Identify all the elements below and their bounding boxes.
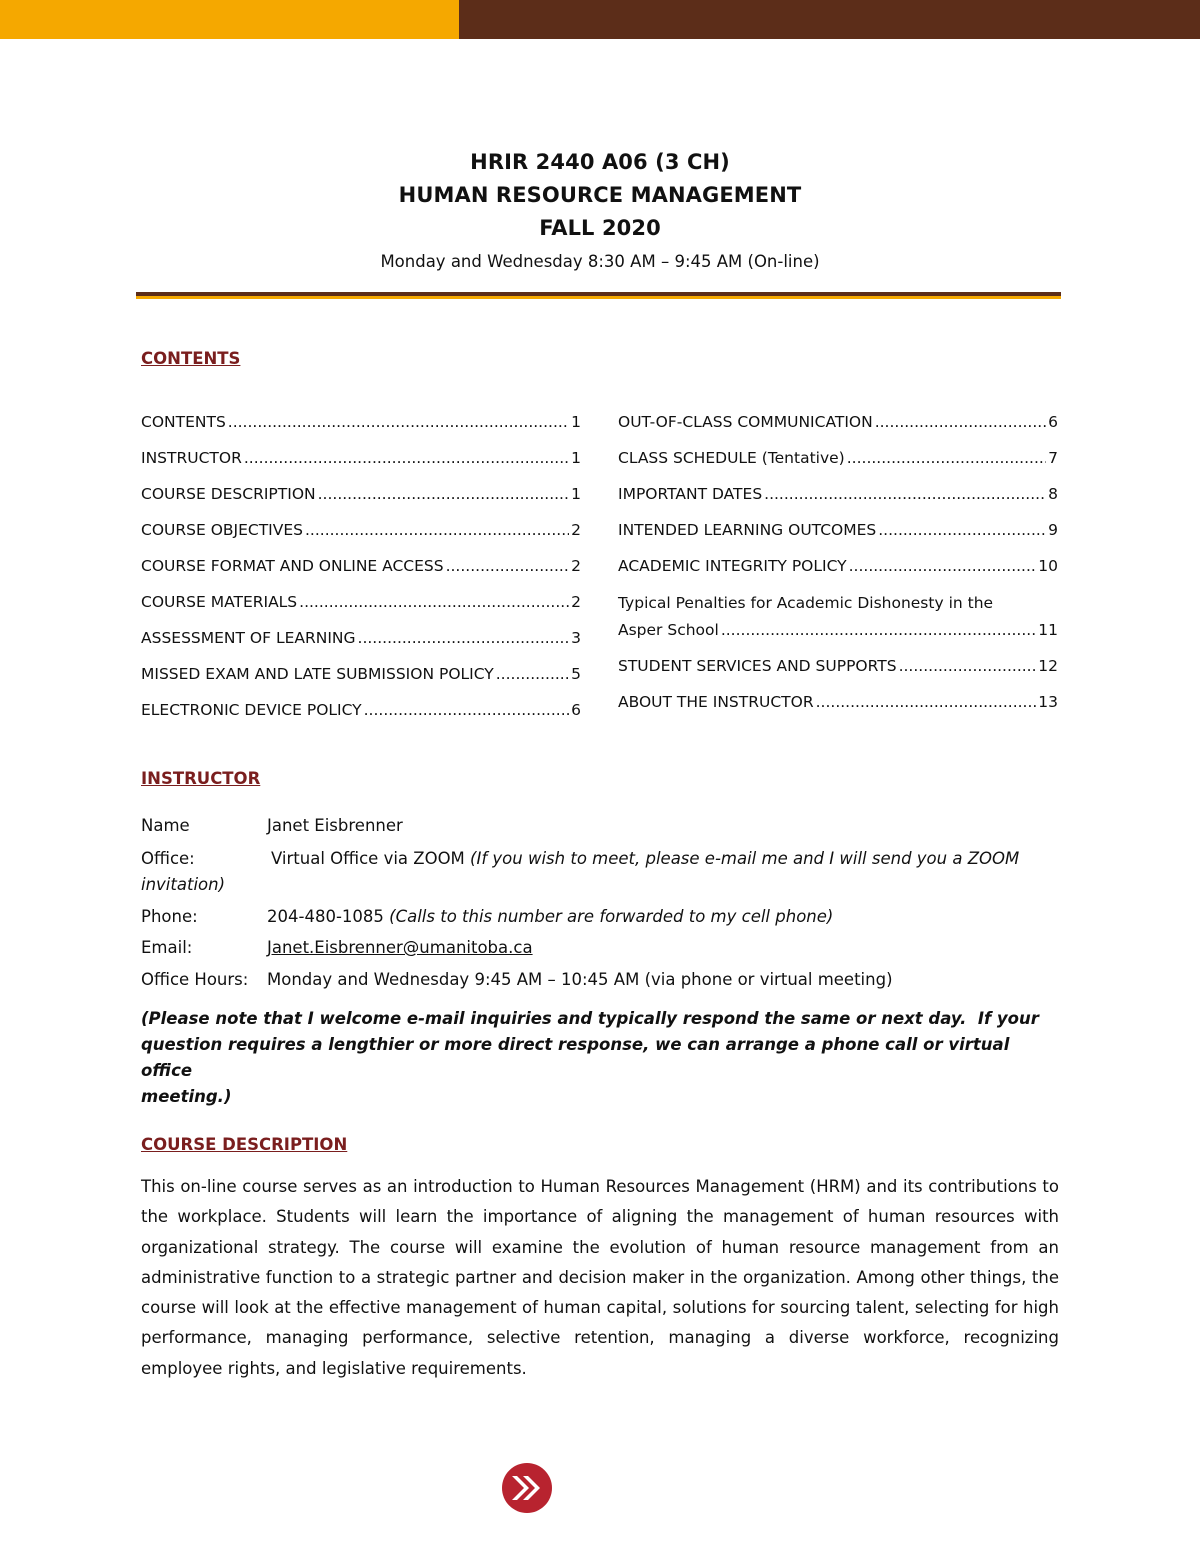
hours-value: Monday and Wednesday 9:45 AM – 10:45 AM (via phone or virtual meeting) [267,970,893,989]
office-note-continued: invitation) [141,875,226,894]
toc-leader-dots [305,516,569,544]
toc-entry-page: 10 [1038,557,1058,575]
toc-entry-label: INTENDED LEARNING OUTCOMES [618,521,877,539]
toc-leader-dots [878,516,1046,544]
toc-entry-label: ACADEMIC INTEGRITY POLICY [618,557,847,575]
toc-leader-dots [318,480,570,508]
course-term: FALL 2020 [539,216,661,240]
toc-leader-dots [849,552,1037,580]
toc-entry[interactable] [618,580,1058,644]
name-label: Name [141,816,190,835]
top-color-band [0,0,1200,39]
toc-entry[interactable] [141,400,581,436]
toc-leader-dots [764,480,1046,508]
toc-leader-dots [358,624,570,652]
toc-entry-label: MISSED EXAM AND LATE SUBMISSION POLICY [141,665,494,683]
toc-entry-label: COURSE MATERIALS [141,593,298,611]
toc-entry-label: STUDENT SERVICES AND SUPPORTS [618,657,897,675]
toc-leader-dots [446,552,570,580]
toc-entry[interactable] [618,680,1058,716]
toc-entry[interactable] [141,616,581,652]
note-line-2: question requires a lengthier or more direct response, we can arrange a phone call or virtual office [141,1035,1010,1080]
toc-entry-label: ELECTRONIC DEVICE POLICY [141,701,362,719]
name-value: Janet Eisbrenner [267,816,403,835]
email-link[interactable]: Janet.Eisbrenner@umanitoba.ca [267,938,533,957]
toc-entry-page: 2 [571,593,581,611]
toc-entry-label: INSTRUCTOR [141,449,242,467]
toc-entry[interactable] [618,544,1058,580]
instructor-note [141,1006,1041,1110]
toc-entry-label: ASSESSMENT OF LEARNING [141,629,356,647]
toc-entry-page: 2 [571,521,581,539]
contents-heading: CONTENTS [141,349,241,368]
course-description-text: This on-line course serves as an introduction to Human Resources Management (HRM) and its contributions to the workplace. Students will learn the importance of aligning the management of human resources with organizational strategy. The course will examine the evolution of human resource management from an administrative function to a strategic partner and decision maker in the organization. Among other things, the course will look at the effective management of human capital, solutions for sourcing talent, selecting for high performance, managing performance, selective retention, managing a diverse workforce, recognizing employee rights, and legislative requirements. [141,1177,1059,1378]
toc-entry-page: 1 [571,413,581,431]
toc-entry-page: 8 [1048,485,1058,503]
toc-entry[interactable] [618,436,1058,472]
toc-right-column [618,400,1058,716]
toc-entry-label: CLASS SCHEDULE (Tentative) [618,449,845,467]
toc-entry-label: IMPORTANT DATES [618,485,763,503]
toc-leader-dots [364,696,570,724]
toc-entry-label: COURSE FORMAT AND ONLINE ACCESS [141,557,444,575]
top-band-gold [0,0,459,39]
instructor-heading: INSTRUCTOR [141,769,261,788]
phone-note: (Calls to this number are forwarded to my cell phone) [389,907,834,926]
note-line-1: (Please note that I welcome e-mail inquiries and typically respond the same or next day. If your [141,1009,1039,1028]
toc-entry[interactable] [141,508,581,544]
toc-entry-page: 5 [571,665,581,683]
toc-entry[interactable] [618,400,1058,436]
toc-entry[interactable] [141,544,581,580]
toc-entry-label: COURSE DESCRIPTION [141,485,316,503]
phone-value: 204-480-1085 [267,907,384,926]
toc-entry-page: 11 [1038,621,1058,639]
office-value: Virtual Office via ZOOM [271,849,465,868]
toc-entry[interactable] [141,580,581,616]
toc-entry[interactable] [618,472,1058,508]
toc-leader-dots [816,688,1037,716]
toc-leader-dots [847,444,1046,472]
toc-entry-page: 2 [571,557,581,575]
toc-leader-dots [496,660,569,688]
toc-entry-page: 7 [1048,449,1058,467]
toc-entry[interactable] [141,436,581,472]
phone-value-line [267,904,833,930]
office-label: Office: [141,849,195,868]
course-title: HUMAN RESOURCE MANAGEMENT [398,183,802,207]
toc-entry[interactable] [141,688,581,724]
toc-leader-dots [299,588,569,616]
note-line-3: meeting.) [141,1087,232,1106]
toc-entry-label: ABOUT THE INSTRUCTOR [618,693,814,711]
course-schedule: Monday and Wednesday 8:30 AM – 9:45 AM (On-line) [380,252,820,271]
toc-entry-page: 9 [1048,521,1058,539]
toc-leader-dots [721,616,1036,644]
course-description-heading: COURSE DESCRIPTION [141,1135,348,1154]
toc-entry-label: CONTENTS [141,413,226,431]
top-band-brown [459,0,1200,39]
toc-entry-page: 3 [571,629,581,647]
toc-entry-page: 13 [1038,693,1058,711]
toc-entry-page: 1 [571,485,581,503]
divider-gold [136,296,1061,299]
toc-entry-line2 [618,616,1058,644]
toc-entry-page: 6 [1048,413,1058,431]
toc-entry-page: 6 [571,701,581,719]
toc-entry-label-line1: Typical Penalties for Academic Dishonesty in the [618,594,994,612]
toc-entry-page: 12 [1038,657,1058,675]
toc-entry-label: COURSE OBJECTIVES [141,521,303,539]
office-note: (If you wish to meet, please e-mail me and I will send you a ZOOM [470,849,1020,868]
toc-leader-dots [228,408,569,436]
toc-leader-dots [244,444,569,472]
toc-entry[interactable] [141,652,581,688]
toc-entry[interactable] [141,472,581,508]
course-code: HRIR 2440 A06 (3 CH) [470,150,730,174]
phone-label: Phone: [141,907,198,926]
email-label: Email: [141,938,193,957]
toc-entry-page: 1 [571,449,581,467]
double-chevron-logo-icon [500,1461,554,1515]
title-block [0,146,1200,275]
toc-entry[interactable] [618,508,1058,544]
toc-entry[interactable] [618,644,1058,680]
toc-entry-label: Asper School [618,621,719,639]
toc-leader-dots [875,408,1046,436]
toc-entry-label: OUT-OF-CLASS COMMUNICATION [618,413,873,431]
hours-label: Office Hours: [141,970,249,989]
toc-left-column [141,400,581,724]
toc-leader-dots [899,652,1037,680]
office-value-line [271,846,1019,872]
